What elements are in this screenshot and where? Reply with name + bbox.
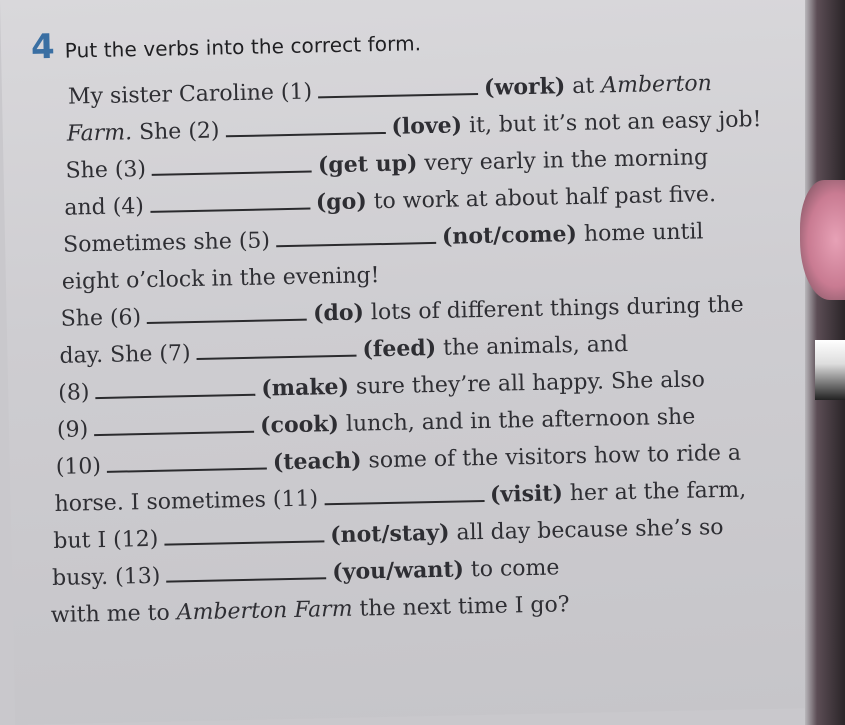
line-text: lunch, and in the afternoon she bbox=[338, 404, 696, 437]
background-object bbox=[815, 340, 845, 400]
answer-blank[interactable] bbox=[152, 157, 312, 176]
exercise-number: 4 bbox=[30, 26, 56, 68]
verb-prompt: (do) bbox=[312, 299, 365, 327]
answer-blank[interactable] bbox=[276, 228, 436, 247]
line-text: her at the farm, bbox=[562, 477, 747, 507]
answer-blank[interactable] bbox=[196, 341, 356, 360]
line-text: sure they’re all happy. She also bbox=[348, 367, 706, 400]
verb-prompt: (work) bbox=[483, 73, 566, 101]
verb-prompt: (make) bbox=[261, 373, 350, 402]
answer-blank[interactable] bbox=[164, 526, 324, 545]
verb-prompt: (visit) bbox=[489, 480, 564, 508]
line-text: it, but it’s not an easy job! bbox=[461, 107, 762, 139]
italic-text: Amberton Farm bbox=[176, 596, 353, 626]
exercise-text bbox=[50, 63, 819, 633]
verb-prompt: (not/come) bbox=[441, 220, 578, 250]
answer-blank[interactable] bbox=[95, 380, 255, 399]
line-text: eight o’clock in the evening! bbox=[61, 263, 380, 295]
line-text: to work at about half past five. bbox=[366, 182, 717, 215]
line-text: at bbox=[565, 73, 602, 100]
line-text: Sometimes she (5) bbox=[62, 228, 271, 258]
answer-blank[interactable] bbox=[150, 194, 310, 213]
verb-prompt: (get up) bbox=[317, 150, 418, 179]
answer-blank[interactable] bbox=[324, 486, 484, 505]
line-text: very early in the morning bbox=[417, 145, 709, 177]
line-text: (8) bbox=[57, 380, 90, 406]
answer-blank[interactable] bbox=[94, 417, 254, 436]
verb-prompt: (teach) bbox=[272, 447, 362, 476]
line-text: (9) bbox=[56, 417, 89, 443]
line-text: home until bbox=[576, 219, 704, 247]
verb-prompt: (go) bbox=[315, 188, 367, 216]
exercise-header bbox=[31, 19, 422, 67]
answer-blank[interactable] bbox=[107, 454, 267, 473]
line-text: day. She (7) bbox=[59, 341, 191, 369]
answer-blank[interactable] bbox=[166, 563, 326, 582]
line-text: (10) bbox=[55, 453, 102, 480]
line-text: She (2) bbox=[131, 118, 220, 146]
verb-prompt: (you/want) bbox=[331, 556, 465, 586]
line-text: She (3) bbox=[65, 156, 147, 184]
answer-blank[interactable] bbox=[318, 79, 478, 98]
line-text: to come bbox=[463, 555, 560, 583]
verb-prompt: (not/stay) bbox=[329, 519, 450, 549]
line-text: lots of different things during the bbox=[363, 292, 744, 326]
line-text: with me to bbox=[50, 600, 177, 629]
italic-text: Farm. bbox=[66, 120, 133, 147]
line-text: the animals, and bbox=[435, 331, 629, 361]
line-text: horse. I sometimes (11) bbox=[54, 486, 319, 517]
line-text: and (4) bbox=[64, 194, 145, 221]
verb-prompt: (feed) bbox=[362, 334, 437, 363]
verb-prompt: (cook) bbox=[259, 410, 340, 439]
line-text: all day because she’s so bbox=[449, 514, 724, 546]
line-text: busy. (13) bbox=[51, 563, 161, 592]
verb-prompt: (love) bbox=[391, 112, 463, 140]
exercise-instruction: Put the verbs into the correct form. bbox=[64, 31, 422, 63]
line-text: My sister Caroline (1) bbox=[67, 79, 313, 110]
line-text: some of the visitors how to ride a bbox=[361, 440, 742, 474]
line-text: the next time I go? bbox=[352, 592, 570, 622]
italic-text: Amberton bbox=[600, 71, 713, 99]
line-text: but I (12) bbox=[53, 526, 159, 554]
line-text: She (6) bbox=[60, 305, 142, 332]
answer-blank[interactable] bbox=[225, 118, 385, 137]
answer-blank[interactable] bbox=[147, 305, 307, 324]
